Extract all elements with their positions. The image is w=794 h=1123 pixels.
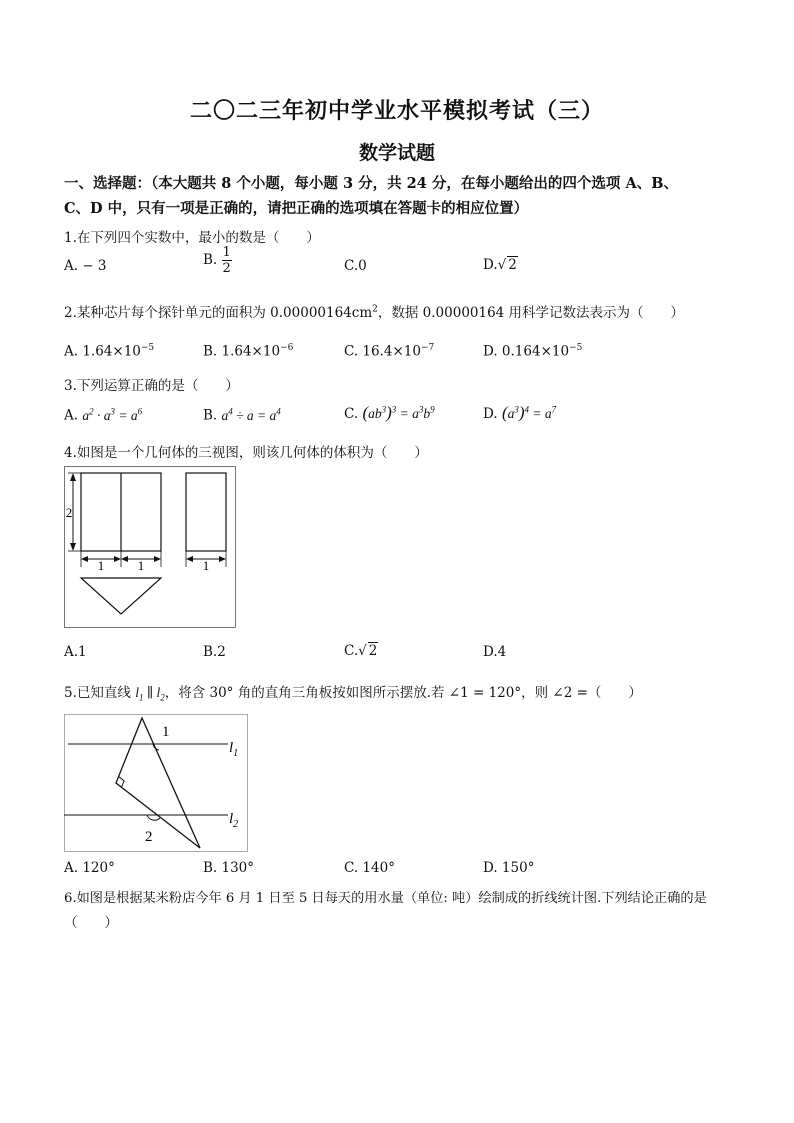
q5-option-b: B. 130° [203,860,255,876]
q5-parallel-expression: $l_1$ ∥ $l_2$ [135,685,165,703]
q4-option-a: A.1 [64,644,87,660]
height-label: 2 [65,505,73,520]
angle-1-label: 1 [162,724,170,740]
q1-option-b [203,245,232,276]
q1-option-d [483,256,518,273]
three-view-figure [64,466,236,628]
fraction-numerator: 1 [222,245,231,260]
l2-subscript: 2 [233,819,239,830]
q6-stem-line1: 6.如图是根据某米粉店今年 6 月 1 日至 5 日每天的用水量（单位: 吨）绘制成的折线统计图.下列结论正确的是 [64,891,707,906]
q3-option-c-label: C. [344,406,359,422]
q2-stem-sup: 2 [372,304,378,315]
q4-option-b: B.2 [203,644,226,660]
q2-option-c-label: C. 16.4×10 [344,343,421,360]
q1-option-b-label: B. [203,252,218,268]
width-label-3: 1 [202,558,210,573]
arrow-down-icon [70,543,76,551]
q2-option-a-exp: −5 [140,343,155,353]
q2-option-d [483,343,582,360]
sqrt-radicand: 2 [508,257,517,273]
l2-letter: l [229,811,234,827]
q5-option-d: D. 150° [483,860,535,876]
q4-stem: 4.如图是一个几何体的三视图，则该几何体的体积为（ ） [64,445,428,461]
q3-option-c-expression: $(ab^3)^3 = a^3b^9$ [362,403,435,422]
figure-border [65,467,236,628]
q2-option-a-label: A. 1.64×10 [64,343,141,360]
q1-option-c: C.0 [344,258,367,274]
q3-option-b-label: B. [203,407,218,424]
q2-option-c-exp: −7 [420,343,435,353]
parallel-lines-figure [64,714,248,852]
q3-option-b [203,406,281,424]
arrow-right-icon [219,556,226,562]
q1-stem: 1.在下列四个实数中，最小的数是（ ） [64,230,320,246]
exam-subtitle: 数学试题 [358,142,435,164]
fraction [222,245,232,276]
set-square-triangle [116,718,200,848]
q2-option-d-exp: −5 [569,343,583,353]
width-label-2: 1 [137,558,145,573]
q6-stem-line2: （ ） [64,915,118,931]
q4-option-d: D.4 [483,644,507,660]
l1-letter: l [229,740,234,756]
q4-option-c-label: C. [344,643,359,659]
q3-option-b-expression: $a^4 \div a = a^4$ [221,406,281,423]
q5-stem [64,681,642,703]
arrow-left-icon [186,556,193,562]
q5-stem-text-b: ，将含 30° 角的直角三角板按如图所示摆放.若 ∠1 = 120°，则 ∠2 =（ ） [164,685,642,701]
q2-option-b [203,343,293,360]
q1-option-d-label: D. [483,257,498,273]
q5-option-c: C. 140° [344,860,395,876]
q5-stem-text-a: 5.已知直线 [64,685,131,701]
section-heading-line2: C、D 中，只有一项是正确的，请把正确的选项填在答题卡的相应位置） [64,200,529,217]
side-view [186,473,226,551]
q3-stem: 3.下列运算正确的是（ ） [64,378,239,394]
l1-subscript: 1 [233,748,239,759]
q3-option-d [483,403,556,423]
q1-option-a: A. − 3 [64,258,107,274]
q2-option-a [64,343,154,360]
q2-stem [64,301,684,321]
arrow-up-icon [70,473,76,481]
arrow-right-icon [154,556,161,562]
section-heading-line1: 一、选择题：（本大题共 8 个小题，每小题 3 分，共 24 分，在每小题给出的四个选项 A、B、 [64,175,678,192]
sqrt-radicand: 2 [368,643,378,659]
angle-2-label: 2 [145,829,153,845]
figure-border [65,715,248,852]
q3-option-d-label: D. [483,406,498,422]
q3-option-d-expression: $(a^3)^4 = a^7$ [501,403,557,422]
arrow-left-icon [81,556,88,562]
l1-label [229,740,238,759]
sqrt-sign: √ [358,643,367,659]
q3-option-c [344,403,435,423]
q2-option-d-label: D. 0.164×10 [483,343,570,360]
top-view [81,578,161,614]
q4-option-c [344,642,378,659]
q5-option-a: A. 120° [64,860,115,876]
width-label-1: 1 [97,558,105,573]
exam-title: 二〇二三年初中学业水平模拟考试（三） [189,98,604,124]
q2-stem-text: 2.某种芯片每个探针单元的面积为 0.00000164cm [64,305,373,321]
q3-option-a-label: A. [64,407,79,424]
q2-stem-text-b: ，数据 0.00000164 用科学记数法表示为（ ） [377,305,685,321]
l2-label [229,811,238,830]
q2-option-c [344,343,434,360]
q3-option-a-expression: $a^2 \cdot a^3 = a^6$ [82,406,143,423]
q2-option-b-label: B. 1.64×10 [203,343,281,360]
fraction-denominator: 2 [222,261,231,276]
q3-option-a [64,406,142,424]
q2-option-b-exp: −6 [280,343,294,353]
sqrt-sign: √ [497,257,507,273]
arrow-left-icon [121,556,128,562]
arrow-right-icon [114,556,121,562]
